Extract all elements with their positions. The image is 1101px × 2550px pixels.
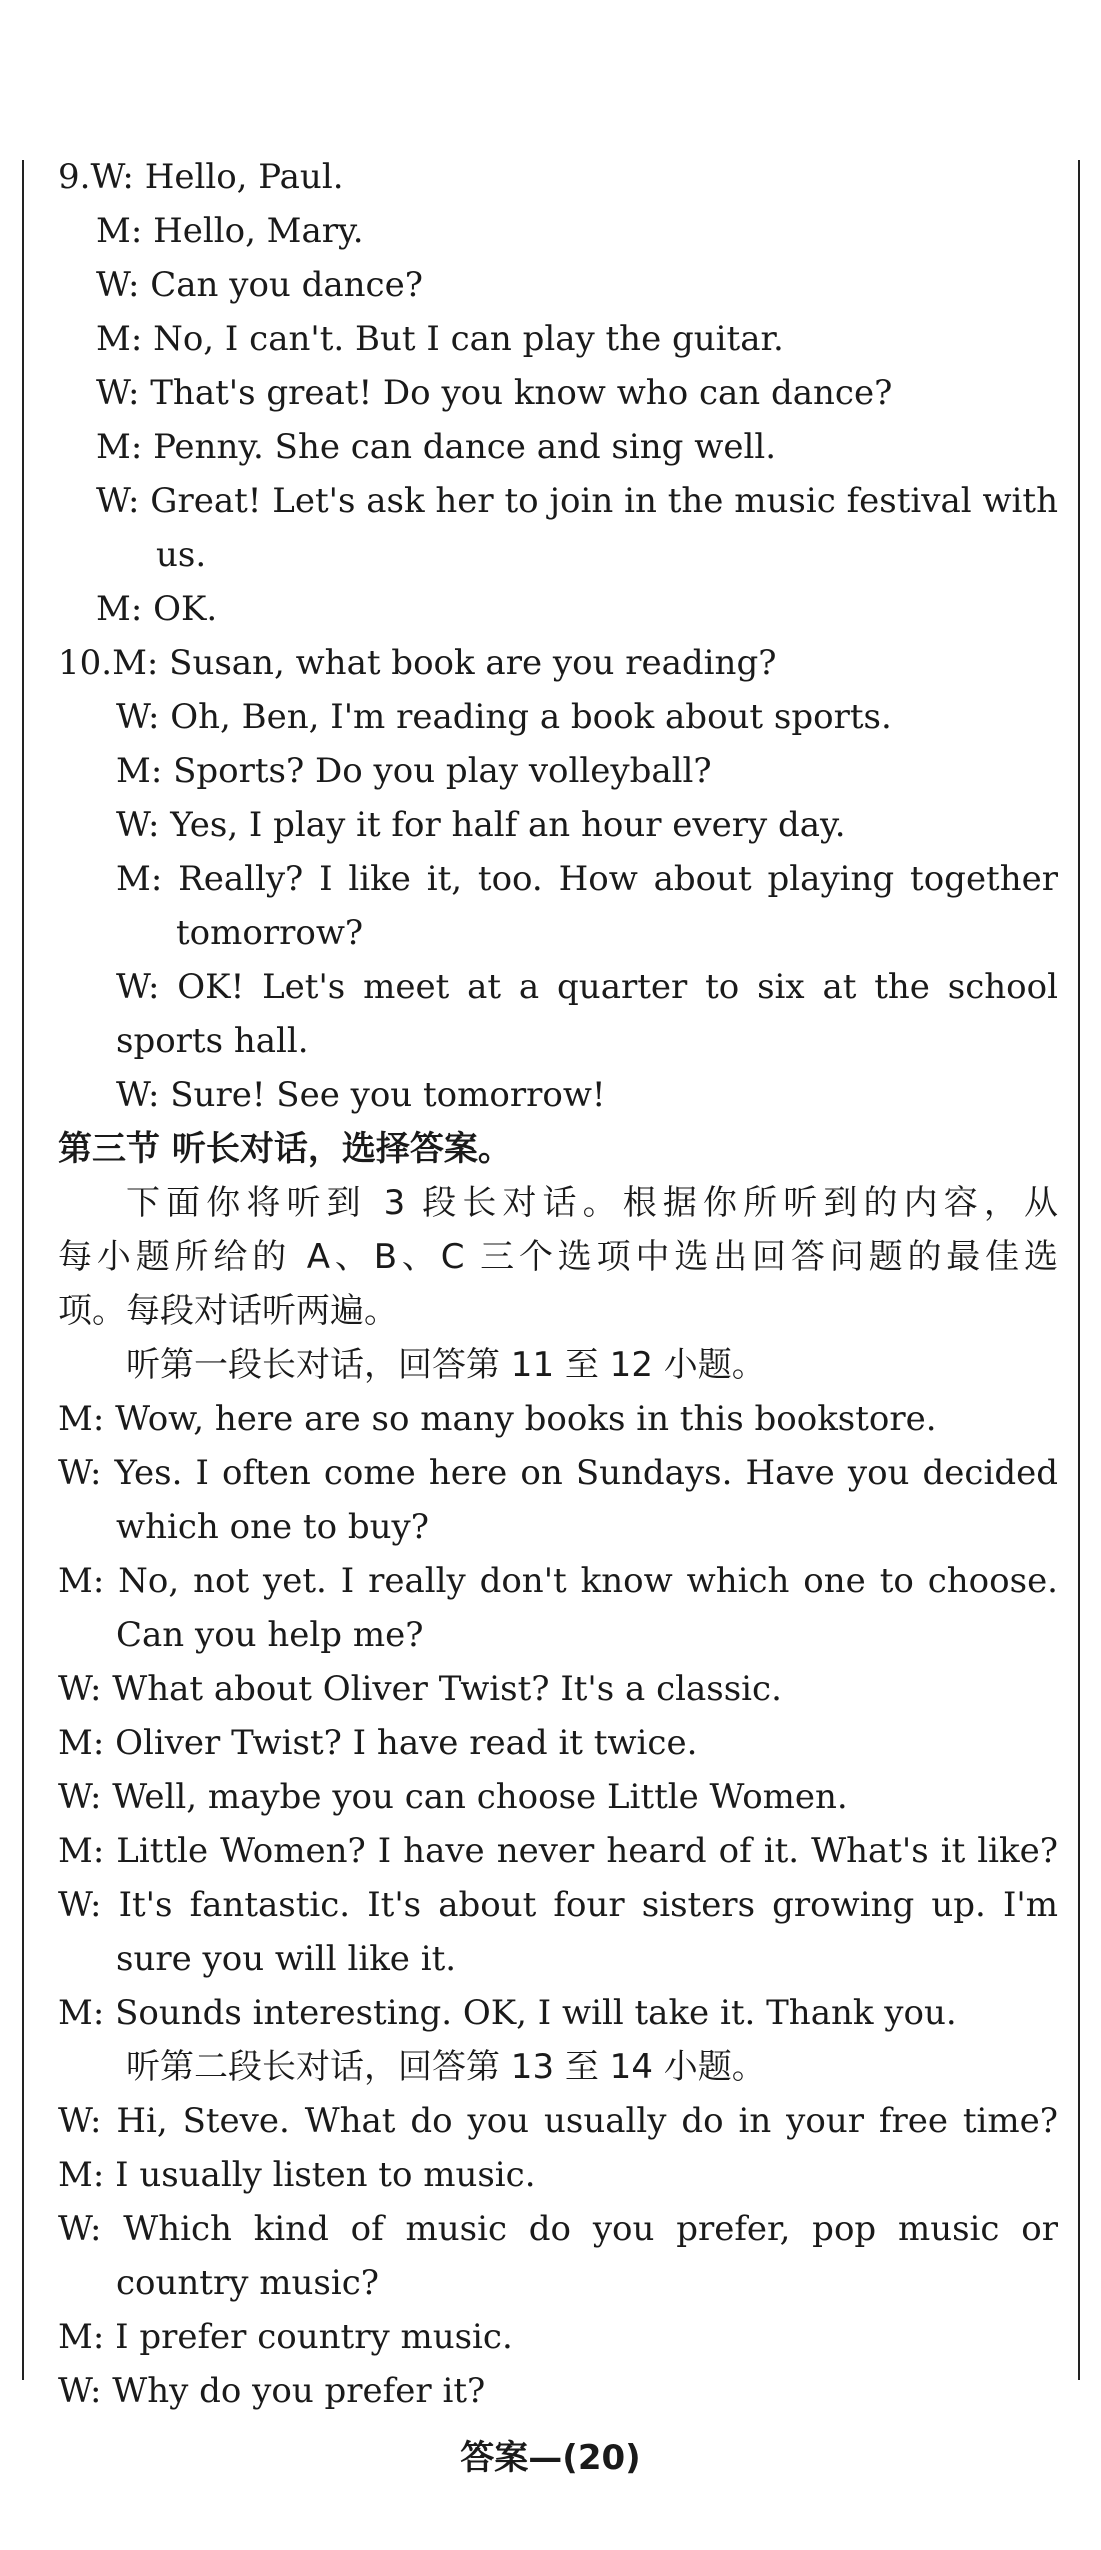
left-margin-rule xyxy=(22,160,24,2380)
dialogue-line: M: I prefer country music. xyxy=(58,2317,513,2357)
instruction-line: 听第一段长对话，回答第 11 至 12 小题。 xyxy=(126,1345,766,1385)
dialogue-line: us. xyxy=(156,535,207,575)
dialogue-line: W: Well, maybe you can choose Little Women. xyxy=(58,1777,848,1817)
dialogue-line: W: Oh, Ben, I'm reading a book about sports. xyxy=(116,697,892,737)
dialogue-line: M: Really? I like it, too. How about playing together xyxy=(116,859,1058,899)
dialogue-line: W: It's fantastic. It's about four sisters growing up. I'm xyxy=(58,1885,1058,1925)
dialogue-line: W: Can you dance? xyxy=(96,265,423,305)
dialogue-line: M: Sounds interesting. OK, I will take it. Thank you. xyxy=(58,1993,957,2033)
dialogue-line: tomorrow? xyxy=(176,913,364,953)
dialogue-line: W: Why do you prefer it? xyxy=(58,2371,486,2411)
dialogue-line: M: OK. xyxy=(96,589,218,629)
instruction-line: 下面你将听到 3 段长对话。根据你所听到的内容，从 xyxy=(126,1183,1058,1223)
dialogue-line: M: Sports? Do you play volleyball? xyxy=(116,751,712,791)
dialogue-line: W: That's great! Do you know who can dance? xyxy=(96,373,893,413)
dialogue-line: W: OK! Let's meet at a quarter to six at the school xyxy=(116,967,1058,1007)
dialogue-line: W: Sure! See you tomorrow! xyxy=(116,1075,606,1115)
dialogue-line: country music? xyxy=(116,2263,379,2303)
instruction-line: 每小题所给的 A、B、C 三个选项中选出回答问题的最佳选 xyxy=(58,1237,1058,1277)
dialogue-line: M: Hello, Mary. xyxy=(96,211,364,251)
dialogue-line: sure you will like it. xyxy=(116,1939,457,1979)
instruction-line: 第三节 听长对话，选择答案。 xyxy=(58,1129,512,1169)
dialogue-line: W: Great! Let's ask her to join in the music festival with xyxy=(96,481,1058,521)
dialogue-line: M: Penny. She can dance and sing well. xyxy=(96,427,776,467)
dialogue-line: M: Little Women? I have never heard of it. What's it like? xyxy=(58,1831,1058,1871)
dialogue-line: W: What about Oliver Twist? It's a classic. xyxy=(58,1669,782,1709)
dialogue-line: W: Hi, Steve. What do you usually do in your free time? xyxy=(58,2101,1058,2141)
dialogue-line: W: Yes. I often come here on Sundays. Have you decided xyxy=(58,1453,1058,1493)
dialogue-text-body xyxy=(58,150,1058,2418)
dialogue-line: 10.M: Susan, what book are you reading? xyxy=(58,643,777,683)
instruction-line: 项。每段对话听两遍。 xyxy=(58,1291,398,1331)
dialogue-line: M: I usually listen to music. xyxy=(58,2155,536,2195)
dialogue-line: M: No, not yet. I really don't know which one to choose. xyxy=(58,1561,1058,1601)
dialogue-line: M: No, I can't. But I can play the guitar. xyxy=(96,319,784,359)
dialogue-line: Can you help me? xyxy=(116,1615,424,1655)
page-footer: 答案—(20) xyxy=(460,2438,641,2478)
dialogue-line: M: Wow, here are so many books in this bookstore. xyxy=(58,1399,937,1439)
dialogue-line: sports hall. xyxy=(116,1021,309,1061)
right-margin-rule xyxy=(1078,160,1080,2380)
dialogue-line: 9.W: Hello, Paul. xyxy=(58,157,344,197)
dialogue-line: which one to buy? xyxy=(116,1507,429,1547)
instruction-line: 听第二段长对话，回答第 13 至 14 小题。 xyxy=(126,2047,766,2087)
dialogue-line: W: Yes, I play it for half an hour every day. xyxy=(116,805,846,845)
dialogue-line: W: Which kind of music do you prefer, pop music or xyxy=(58,2209,1058,2249)
dialogue-line: M: Oliver Twist? I have read it twice. xyxy=(58,1723,698,1763)
